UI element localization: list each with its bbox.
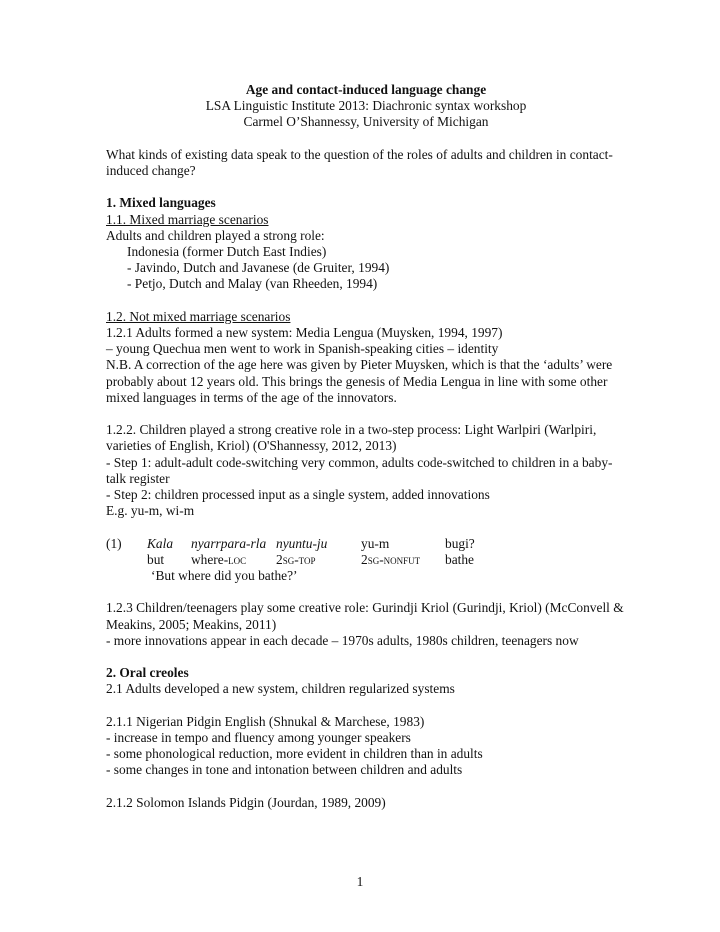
example-gloss: sg-top [282,551,316,567]
section-1-2-2-paragraph: 1.2.2. Children played a strong creative role in a two-step process: Light Warlpiri (Warlpiri, varieties of English, Kriol) (O'Shannessy, 2012, 2013) [106,422,597,454]
example-number: (1) [106,535,122,551]
section-1-2-1-line: – young Quechua men went to work in Spanish-speaking cities – identity [106,341,499,357]
example-gloss: but [147,551,165,567]
section-2-1-2-heading: 2.1.2 Solomon Islands Pidgin (Jourdan, 1989, 2009) [106,794,386,810]
list-item: - Petjo, Dutch and Malay (van Rheeden, 1994) [127,276,378,292]
section-1-2-3-paragraph: 1.2.3 Children/teenagers play some creative role: Gurindji Kriol (Gurindji, Kriol) (McConvell & Meakins, 2005; Meakins, 2011) [106,600,624,632]
section-1-2-2-line: E.g. yu-m, wi-m [106,503,195,519]
example-word: nyuntu-ju [276,535,328,551]
example-gloss: loc [228,551,247,567]
section-1-2-3-line: - more innovations appear in each decade – 1970s adults, 1980s children, teenagers now [106,632,579,648]
example-word: Kala [147,535,174,551]
example-gloss: 2 [276,551,283,567]
document-author: Carmel O’Shannessy, University of Michigan [243,114,489,130]
section-1-2-2-line: - Step 2: children processed input as a single system, added innovations [106,487,490,503]
section-2-1-1-heading: 2.1.1 Nigerian Pidgin English (Shnukal & Marchese, 1983) [106,713,425,729]
section-2-1-line: 2.1 Adults developed a new system, children regularized systems [106,681,455,697]
example-gloss: where- [191,551,229,567]
example-gloss: bathe [445,551,474,567]
example-gloss: sg-nonfut [367,551,421,567]
nb-paragraph: N.B. A correction of the age here was given by Pieter Muysken, which is that the ‘adults’ were probably about 12 years old. This brings the genesis of Media Lengua in line with some other mixed languages in terms of the age of the innovators. [106,357,613,405]
list-item: Indonesia (former Dutch East Indies) [127,244,327,259]
section-2-heading: 2. Oral creoles [106,665,189,681]
section-1-2-heading: 1.2. Not mixed marriage scenarios [106,308,291,324]
example-word: nyarrpara-rla [191,535,267,551]
list-item: - increase in tempo and fluency among younger speakers [106,730,411,745]
page-number: 1 [356,874,364,889]
section-1-2-2-paragraph: - Step 1: adult-adult code-switching very common, adults code-switched to children in a baby-talk register [106,454,613,486]
section-1-2-1-line: 1.2.1 Adults formed a new system: Media Lengua (Muysken, 1994, 1997) [106,325,503,340]
example-word: yu-m [361,535,390,551]
section-1-1-line: Adults and children played a strong role: [106,227,325,243]
section-1-1-heading: 1.1. Mixed marriage scenarios [106,211,269,227]
intro-question: What kinds of existing data speak to the question of the roles of adults and children in contact-induced change? [106,146,613,178]
list-item: - some phonological reduction, more evident in children than in adults [106,746,483,762]
document-subtitle: LSA Linguistic Institute 2013: Diachronic syntax workshop [205,98,527,114]
document-page [106,82,626,811]
list-item: - Javindo, Dutch and Javanese (de Gruiter, 1994) [127,260,390,276]
example-free-translation: ‘But where did you bathe?’ [151,568,298,584]
interlinear-example [106,536,626,585]
example-word: bugi? [445,535,475,551]
document-title: Age and contact-induced language change [245,82,487,97]
list-item: - some changes in tone and intonation between children and adults [106,762,463,778]
section-1-heading: 1. Mixed languages [106,195,216,211]
example-gloss: 2 [361,551,368,567]
